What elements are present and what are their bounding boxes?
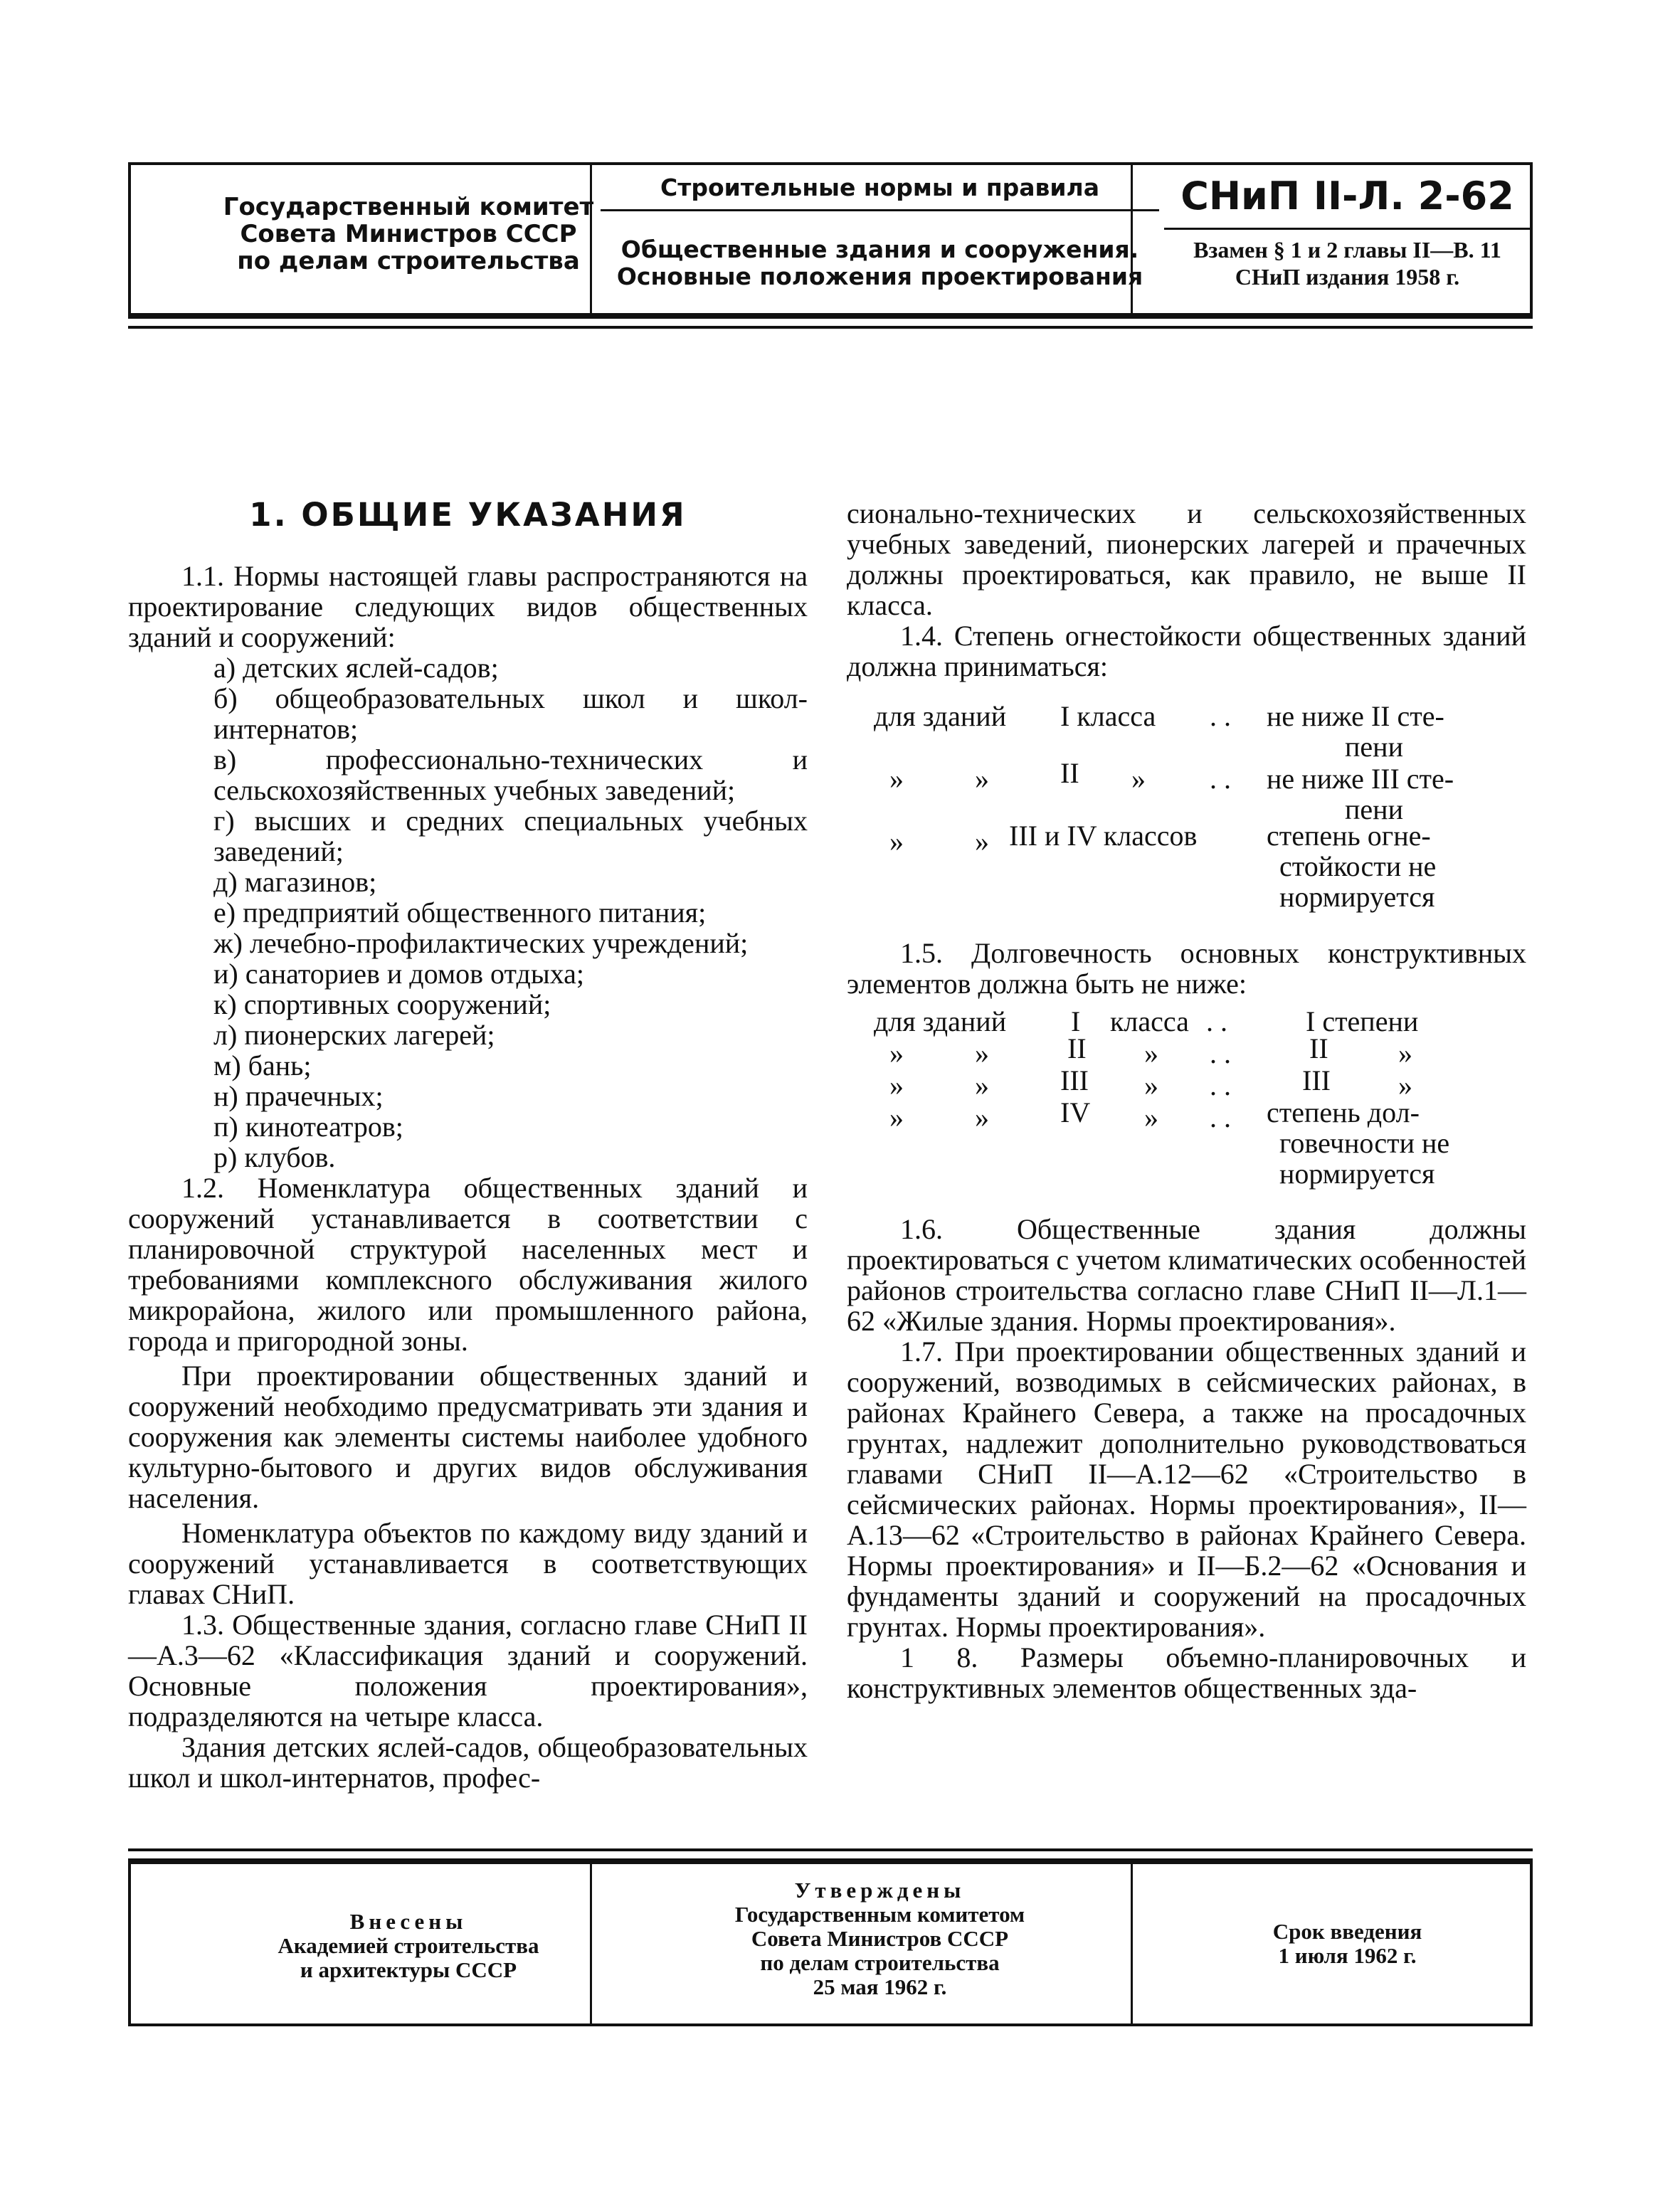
list-item: р) клубов. <box>213 1141 336 1173</box>
footer-box <box>128 1858 1533 2026</box>
approved-line-2: Совета Министров СССР <box>751 1926 1009 1951</box>
effective-date <box>1164 1920 1531 1968</box>
right-column-bottom <box>847 1214 1526 1703</box>
replaces-line-1: Взамен § 1 и 2 главы II—В. 11 <box>1193 237 1501 263</box>
table-cell: » <box>1398 1069 1412 1101</box>
list-item: г) высших и средних специальных учебных заведений; <box>213 805 808 867</box>
table-cell: II <box>1067 1032 1087 1064</box>
table-cell: I <box>1071 1005 1081 1037</box>
table-cell: . . <box>1206 1005 1227 1037</box>
para-1-3b: Здания детских яслей-садов, общеобразовательных школ и школ-интернатов, профес- <box>128 1731 808 1794</box>
table-cell: не ниже II сте- <box>1267 700 1444 732</box>
list-item: к) спортивных сооружений; <box>213 988 551 1020</box>
para-1-3: 1.3. Общественные здания, согласно главе СНиП II—А.3—62 «Классификация зданий и сооружений. Основные положения проектирования», подразделяются на четыре класса. <box>128 1609 808 1732</box>
authority-line-1: Государственный комитет <box>223 193 594 221</box>
list-item: д) магазинов; <box>213 866 377 898</box>
table-cell: . . <box>1210 1069 1231 1101</box>
table-cell: III <box>1302 1064 1331 1096</box>
table-cell: » <box>975 1069 989 1101</box>
table-cell: I степени <box>1306 1005 1419 1037</box>
submitted-line-2: и архитектуры СССР <box>300 1957 517 1982</box>
para-1-2b: При проектировании общественных зданий и сооружений необходимо предусматривать эти здания и сооружения как элементы системы наиболее удобного культурно-бытового и других видов обслуживания населения. <box>128 1360 808 1514</box>
table-cell: III <box>1060 1064 1089 1096</box>
para-1-6: 1.6. Общественные здания должны проектироваться с учетом климатических особенностей районов строительства согласно главе СНиП II—Л.1—62 «Жилые здания. Нормы проектирования». <box>847 1213 1526 1337</box>
approved-by <box>601 1878 1159 1999</box>
table-cell: II <box>1060 757 1079 789</box>
para-1-4: 1.4. Степень огнестойкости общественных зданий должна приниматься: <box>847 620 1526 682</box>
doc-series: Строительные нормы и правила <box>660 174 1099 201</box>
para-1-8: 1 8. Размеры объемно-планировочных и конструктивных элементов общественных зда- <box>847 1641 1526 1704</box>
table-cell: говечности не <box>1279 1127 1450 1159</box>
table-cell: » <box>889 825 904 857</box>
list-item: ж) лечебно-профилактических учреждений; <box>213 927 749 959</box>
table-cell: для зданий <box>874 1005 1007 1037</box>
list-item: п) кинотеатров; <box>213 1111 403 1143</box>
replaces-note <box>1164 236 1531 290</box>
doc-title-line-1: Общественные здания и сооружения. <box>620 236 1139 263</box>
table-cell: . . <box>1210 1037 1231 1069</box>
table-cell: » <box>1144 1037 1158 1069</box>
table-cell: » <box>889 1101 904 1133</box>
para-1-3c: сионально-технических и сельскохозяйственных учебных заведений, пионерских лагерей и прачечных должны проектироваться, как правило, не выше II класса. <box>847 497 1526 621</box>
list-item: е) предприятий общественного питания; <box>213 896 707 929</box>
table-cell: » <box>975 763 989 795</box>
table-cell: » <box>889 1037 904 1069</box>
table-cell: » <box>1398 1037 1412 1069</box>
doc-title-line-2: Основные положения проектирования <box>616 263 1143 290</box>
durability-table <box>847 1006 1526 1212</box>
table-cell: для зданий <box>874 700 1007 732</box>
authority-line-3: по делам строительства <box>237 247 580 275</box>
table-cell: . . <box>1210 700 1231 732</box>
list-item: л) пионерских лагерей; <box>213 1019 495 1051</box>
table-cell: » <box>1131 763 1146 795</box>
table-cell: нормируется <box>1279 881 1435 913</box>
approved-line-1: Государственным комитетом <box>734 1902 1025 1927</box>
table-cell: » <box>975 825 989 857</box>
list-item: и) санаториев и домов отдыха; <box>213 958 585 990</box>
left-column <box>128 561 808 1793</box>
submitted-line-1: Академией строительства <box>278 1933 539 1958</box>
table-cell: класса <box>1110 1005 1189 1037</box>
table-cell: » <box>1144 1069 1158 1101</box>
issuing-authority <box>145 194 672 275</box>
right-column-top <box>847 498 1526 682</box>
effective-label: Срок введения <box>1272 1919 1422 1944</box>
table-cell: не ниже III сте- <box>1267 763 1454 795</box>
list-item: б) общеобразовательных школ и школ-интернатов; <box>213 682 808 745</box>
table-cell: пени <box>1345 793 1403 825</box>
approved-line-3: по делам строительства <box>760 1950 1000 1975</box>
table-cell: I класса <box>1060 700 1156 732</box>
effective-value: 1 июля 1962 г. <box>1278 1943 1417 1968</box>
table-cell: » <box>889 763 904 795</box>
section-title: 1. ОБЩИЕ УКАЗАНИЯ <box>249 496 687 534</box>
table-cell: нормируется <box>1279 1158 1435 1190</box>
table-cell: » <box>889 1069 904 1101</box>
para-1-2: 1.2. Номенклатура общественных зданий и сооружений устанавливается в соответствии с планировочной структурой населенных мест и требованиями комплексного обслуживания жилого микрорайона, жилого или промышленного района, города и пригородной зоны. <box>128 1172 808 1357</box>
para-1-5: 1.5. Долговечность основных конструктивных элементов должна быть не ниже: <box>847 937 1526 1000</box>
table-cell: II <box>1309 1032 1328 1064</box>
table-cell: » <box>975 1101 989 1133</box>
header-box <box>128 162 1533 317</box>
list-item: н) прачечных; <box>213 1080 384 1112</box>
table-cell: III и IV классов <box>1009 820 1198 852</box>
submitted-by <box>145 1910 672 1982</box>
table-cell: степень огне- <box>1267 820 1431 852</box>
table-cell: IV <box>1060 1096 1091 1128</box>
list-item: а) детских яслей-садов; <box>213 652 499 684</box>
table-cell: стойкости не <box>1279 850 1437 882</box>
table-cell: » <box>975 1037 989 1069</box>
replaces-line-2: СНиП издания 1958 г. <box>1235 264 1460 290</box>
authority-line-2: Совета Министров СССР <box>240 220 577 248</box>
fire-resistance-table <box>847 701 1526 921</box>
list-item: м) бань; <box>213 1049 312 1081</box>
submitted-title: Внесены <box>349 1909 467 1934</box>
table-cell: . . <box>1210 1101 1231 1133</box>
table-cell: . . <box>1210 763 1231 795</box>
list-item: в) профессионально-технических и сельскохозяйственных учебных заведений; <box>213 744 808 806</box>
doc-code: СНиП II-Л. 2-62 <box>1180 174 1514 218</box>
para-1-7: 1.7. При проектировании общественных зданий и сооружений, возводимых в сейсмических районах, в районах Крайнего Севера, а также на просадочных грунтах, надлежит дополнительно руководствоваться главами СНиП II—А.12—62 «Строительство в сейсмических районах. Нормы проектирования», II—А.13—62 «Строительство в районах Крайнего Севера. Нормы проектирования» и II—Б.2—62 «Основания и фундаменты зданий и сооружений на просадочных грунтах. Нормы проектирования». <box>847 1335 1526 1643</box>
approved-date: 25 мая 1962 г. <box>813 1974 947 1999</box>
table-cell: » <box>1144 1101 1158 1133</box>
approved-title: Утверждены <box>794 1878 966 1903</box>
right-column-mid <box>847 938 1526 999</box>
para-1-2c: Номенклатура объектов по каждому виду зданий и сооружений устанавливается в соответствующих главах СНиП. <box>128 1517 808 1610</box>
building-types-list <box>128 652 808 1173</box>
table-cell: пени <box>1345 731 1403 763</box>
table-cell: степень дол- <box>1267 1096 1420 1128</box>
para-1-1: 1.1. Нормы настоящей главы распространяются на проектирование следующих видов общественных зданий и сооружений: <box>128 560 808 653</box>
doc-title <box>601 236 1159 290</box>
